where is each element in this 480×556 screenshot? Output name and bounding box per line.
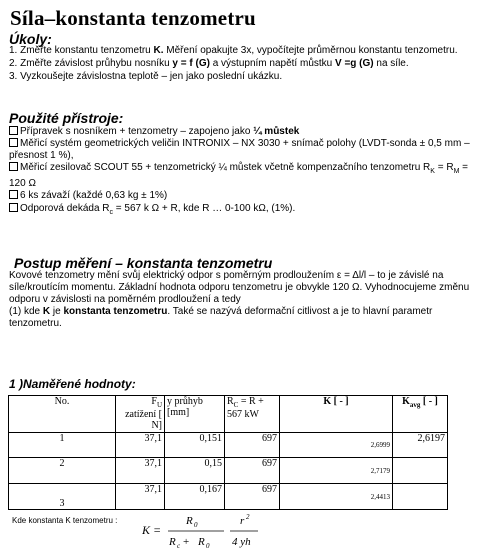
pristroj-1-bold: ¼ můstek: [253, 126, 300, 137]
ukoly-list: [9, 45, 475, 83]
header-fu-sub: U: [156, 401, 162, 409]
pristroj-1: [9, 126, 475, 138]
header-y: y průhyb [mm]: [165, 396, 225, 433]
cell-fu: 37,1: [116, 433, 165, 458]
formula-den1b-sub: 0: [206, 542, 210, 550]
ukol-2-bold-2: V =g (G): [335, 58, 374, 69]
postup-2-bold-2: konstanta tenzometru: [63, 306, 168, 317]
postup-2-rest: . Také se nazývá deformační citlivost a je to hlavní parametr tenzometru.: [9, 306, 433, 329]
ukol-2-text: 2. Změřte závislost průhybu nosníku: [9, 58, 173, 69]
header-kavg-rest: [ - ]: [420, 396, 438, 407]
ukol-1-bold: K.: [153, 45, 164, 56]
pristroj-5-sub: c: [109, 209, 114, 216]
table-row: [9, 433, 448, 458]
bullet-icon: [9, 162, 18, 171]
pristroj-5-rest: = 567 k Ω + R, kde R … 0-100 kΩ, (1%).: [113, 203, 296, 214]
header-fu-symbol: F: [151, 396, 157, 407]
pristroje-heading: Použité přístroje:: [9, 110, 124, 126]
cell-rc: 697: [225, 433, 280, 458]
cell-y: 0,15: [165, 458, 225, 484]
pristroj-3-sub-1: K: [430, 168, 435, 175]
cell-k: 2,6999: [280, 433, 393, 458]
table-row: [9, 484, 448, 510]
bullet-icon: [9, 190, 18, 199]
ukol-2: [9, 58, 475, 70]
cell-y: 0,167: [165, 484, 225, 510]
header-rc-symbol: R: [227, 396, 234, 407]
postup-heading: Postup měření – konstanta tenzometru: [14, 255, 273, 271]
cell-fu: 37,1: [116, 484, 165, 510]
pristroj-5-text: Odporová dekáda R: [20, 203, 110, 214]
bullet-icon: [9, 203, 18, 212]
postup-paragraph-2: [9, 306, 475, 330]
header-kavg-sub: avg: [409, 401, 421, 409]
ukol-1-text: 1. Změřte konstantu tenzometru: [9, 45, 154, 56]
cell-no: 3: [9, 484, 116, 510]
pristroj-3-sub-2: M: [453, 168, 460, 175]
measurements-table: [8, 395, 448, 510]
postup-2-pre: (1) kde: [9, 306, 43, 317]
cell-kavg: [393, 484, 448, 510]
header-no: No.: [9, 396, 116, 433]
postup-text: [9, 270, 475, 330]
cell-rc: 697: [225, 458, 280, 484]
bullet-icon: [9, 138, 18, 147]
cell-kavg: 2,6197: [393, 433, 448, 458]
cell-kavg: [393, 458, 448, 484]
formula-num2-sup: 2: [246, 513, 250, 521]
header-rc: [225, 396, 280, 433]
formula-den1-plus: +: [183, 536, 190, 548]
pristroj-5: [9, 203, 475, 219]
pristroj-3: [9, 162, 475, 190]
ukol-2-bold-1: y = f (G): [172, 58, 210, 69]
header-rc-rest: = R + 567 kW: [227, 396, 264, 420]
formula-num1: R: [186, 515, 193, 527]
pristroj-1-text: Přípravek s nosníkem + tenzometry – zapojeno jako: [20, 126, 254, 137]
postup-2-mid: je: [50, 306, 64, 317]
cell-fu: 37,1: [116, 458, 165, 484]
cell-k: 2,7179: [280, 458, 393, 484]
ukol-1: [9, 45, 475, 57]
cell-rc: 697: [225, 484, 280, 510]
cell-no: 2: [9, 458, 116, 484]
header-rc-sub: C: [233, 401, 239, 409]
header-fu: [116, 396, 165, 433]
formula-num1-sub: 0: [194, 521, 198, 529]
pristroj-3-rest: = 120 Ω: [9, 162, 469, 189]
cell-y: 0,151: [165, 433, 225, 458]
document-title: Síla–konstanta tenzometru: [10, 6, 256, 30]
ukol-2-rest: na síle.: [373, 58, 409, 69]
header-k: K [ - ]: [280, 396, 393, 433]
formula-den1a-sub: c: [177, 542, 181, 550]
ukol-3: 3. Vyzkoušejte závislostna teplotě – jen jako poslední ukázku.: [9, 71, 283, 82]
bullet-icon: [9, 126, 18, 135]
ukoly-heading: Úkoly:: [9, 31, 52, 47]
formula-den1a: R: [169, 536, 176, 548]
pristroj-4-text: 6 ks závaží (každé 0,63 kg ± 1%): [20, 190, 168, 201]
header-kavg: [393, 396, 448, 433]
namerene-heading: 1 )Naměřené hodnoty:: [9, 377, 136, 391]
pristroj-3-text: Měřicí zesilovač SCOUT 55 + tenzometrický ¼ můstek včetně kompenzačního tenzometru R: [20, 162, 431, 173]
formula-label: Kde konstanta K tenzometru :: [12, 516, 118, 525]
postup-2-bold-1: K: [42, 306, 51, 317]
ukol-1-rest: Měření opakujte 3x, vypočítejte průměrnou konstantu tenzometru.: [163, 45, 458, 56]
postup-paragraph-1: Kovové tenzometry mění svůj elektrický odpor s poměrným prodloužením ε = Δl/l – to je závislé na síle/kroutícím momentu. Základní hodnota odporu tenzometru je obvykle 120 Ω. Vyhodnocujeme změnu odporu v závislosti na poměrném prodloužení a tedy: [9, 270, 470, 305]
header-kavg-symbol: K: [402, 396, 410, 407]
header-fu-rest: zatížení [ N]: [125, 409, 162, 431]
cell-k: 2,4413: [280, 484, 393, 510]
pristroj-2-text: Měřicí systém geometrických veličin INTRONIX – NX 3030 + snímač polohy (LVDT-sonda ± 0,5 mm – přesnost 1 %),: [9, 138, 470, 161]
pristroj-3-mid: = R: [434, 162, 454, 173]
formula-den1b: R: [198, 536, 205, 548]
cell-no: 1: [9, 433, 116, 458]
pristroj-4: [9, 190, 475, 202]
ukol-2-mid: a výstupním napětí můstku: [209, 58, 335, 69]
pristroje-list: [9, 126, 475, 219]
table-header-row: [9, 396, 448, 433]
formula-num2: r: [240, 515, 245, 527]
pristroj-2: [9, 138, 475, 162]
formula-den2: 4 yh: [232, 536, 251, 548]
formula-lhs: K =: [142, 523, 162, 537]
table-row: [9, 458, 448, 484]
k-formula: [142, 510, 292, 552]
